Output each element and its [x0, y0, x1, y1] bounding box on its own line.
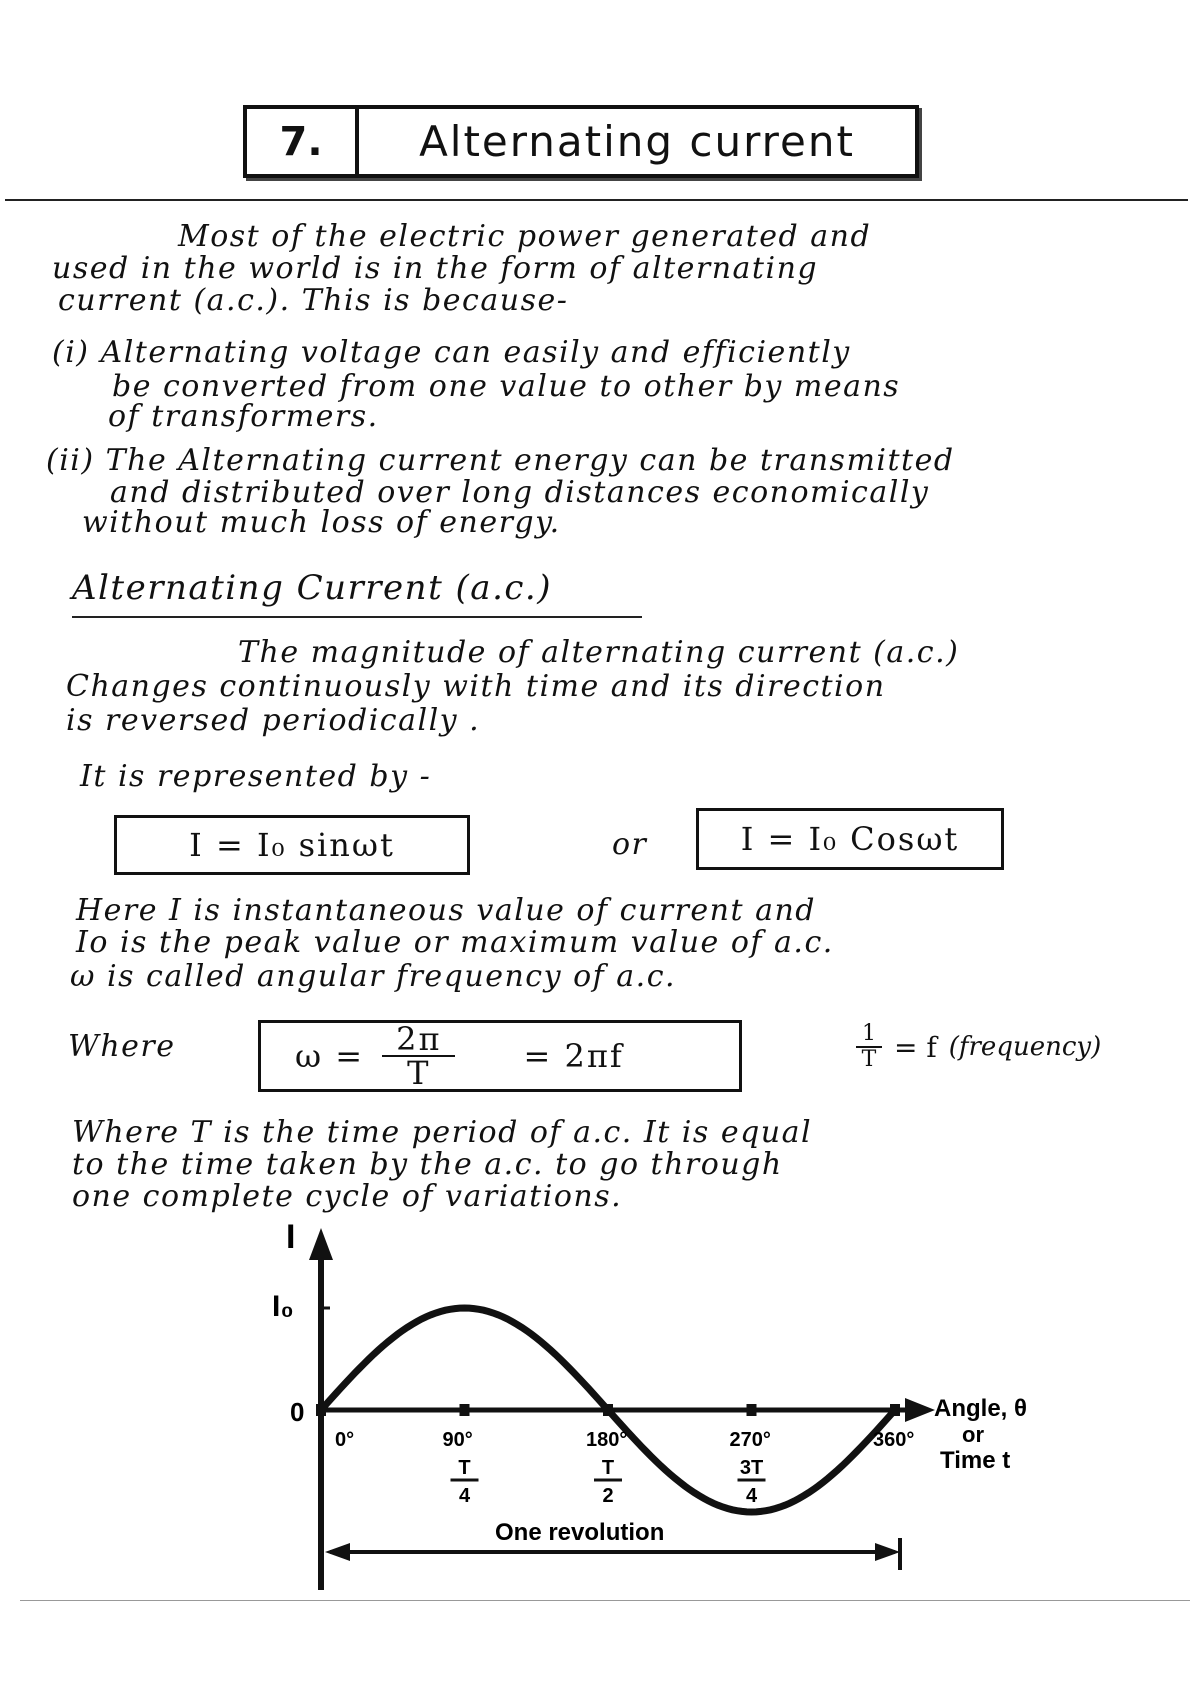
period-line-1: Where T is the time period of a.c. It is equal: [72, 1115, 813, 1150]
intro-line-1: Most of the electric power generated and: [178, 219, 872, 254]
x-tick-time-numerator-2: T: [601, 1457, 615, 1479]
x-tick-time-numerator-1: T: [458, 1457, 471, 1479]
intro-line-3: current (a.c.). This is because-: [58, 283, 569, 318]
explanation-line-2: Io is the peak value or maximum value of a.c.: [76, 925, 834, 960]
ac-waveform-graph: [0, 1220, 1200, 1600]
reason-2-line-1: (ii) The Alternating current energy can be transmitted: [46, 443, 955, 478]
chapter-title: Alternating current: [419, 117, 855, 166]
x-tick-0: [316, 1404, 326, 1416]
intro-line-2: used in the world is in the form of alternating: [52, 251, 819, 286]
chapter-title-box: [243, 105, 919, 178]
x-tick-4: [890, 1404, 900, 1416]
sin-equation-box: [114, 815, 470, 875]
omega-lhs: ω =: [295, 1037, 365, 1075]
peak-label: I₀: [272, 1290, 294, 1323]
x-axis-label-angle: Angle, θ: [934, 1395, 1027, 1422]
revolution-label: One revolution: [495, 1519, 665, 1546]
sin-equation: I = I₀ sinωt: [189, 826, 395, 864]
footer-rule: [20, 1600, 1190, 1601]
omega-denominator: T: [407, 1054, 431, 1092]
x-axis-arrow: [905, 1398, 935, 1422]
x-tick-time-denominator-2: 2: [602, 1485, 614, 1507]
revolution-arrow-right: [875, 1543, 900, 1561]
explanation-line-3: ω is called angular frequency of a.c.: [70, 959, 677, 994]
x-tick-angle-label-0: 0°: [335, 1429, 355, 1451]
y-axis-label: I: [286, 1220, 296, 1256]
x-tick-time-denominator-1: 4: [458, 1485, 471, 1507]
frequency-rhs: = f: [894, 1030, 937, 1064]
x-axis-label-time: Time t: [940, 1447, 1011, 1474]
frequency-note: (frequency): [948, 1032, 1102, 1062]
frequency-denominator: T: [861, 1047, 877, 1072]
omega-numerator: 2π: [382, 1023, 455, 1057]
section-heading-underline: [72, 616, 642, 618]
reason-1-line-2: be converted from one value to other by means: [112, 369, 901, 404]
section-heading: Alternating Current (a.c.): [72, 568, 553, 608]
cos-equation-box: [696, 808, 1004, 870]
frequency-relation: [856, 1022, 1101, 1072]
frequency-numerator: 1: [856, 1022, 882, 1048]
where-label: Where: [68, 1029, 176, 1064]
x-tick-time-denominator-3: 4: [745, 1485, 758, 1507]
origin-label: 0: [290, 1397, 305, 1427]
section-line-3: is reversed periodically .: [66, 703, 481, 738]
header-rule: [5, 199, 1188, 201]
frequency-fraction: [856, 1022, 882, 1072]
reason-2-line-2: and distributed over long distances economically: [110, 475, 930, 510]
x-tick-angle-label-3: 270°: [729, 1429, 771, 1451]
section-line-1: The magnitude of alternating current (a.c.): [238, 635, 960, 670]
revolution-arrow-left: [325, 1543, 350, 1561]
explanation-line-1: Here I is instantaneous value of current and: [76, 893, 816, 928]
chapter-number: 7.: [247, 109, 359, 174]
omega-equation-box: [258, 1020, 742, 1092]
reason-1-line-1: (i) Alternating voltage can easily and efficiently: [52, 335, 851, 370]
x-tick-angle-label-4: 360°: [873, 1429, 915, 1451]
omega-rhs: = 2πf: [523, 1037, 624, 1075]
or-label: or: [612, 827, 648, 862]
x-tick-angle-label-2: 180°: [586, 1429, 628, 1451]
x-axis-label-or: or: [962, 1422, 984, 1447]
x-tick-2: [603, 1404, 613, 1416]
cos-equation: I = I₀ Cosωt: [740, 820, 960, 858]
x-tick-time-numerator-3: 3T: [739, 1457, 764, 1479]
section-line-2: Changes continuously with time and its direction: [66, 669, 886, 704]
omega-fraction: [382, 1020, 455, 1092]
period-line-3: one complete cycle of variations.: [72, 1179, 623, 1214]
represented-by: It is represented by -: [80, 759, 432, 794]
x-tick-angle-label-1: 90°: [442, 1429, 473, 1451]
reason-2-line-3: without much loss of energy.: [82, 505, 561, 540]
x-tick-3: [747, 1404, 757, 1416]
x-tick-1: [460, 1404, 470, 1416]
period-line-2: to the time taken by the a.c. to go through: [72, 1147, 783, 1182]
reason-1-line-3: of transformers.: [108, 399, 379, 434]
y-axis-arrow: [309, 1228, 333, 1260]
